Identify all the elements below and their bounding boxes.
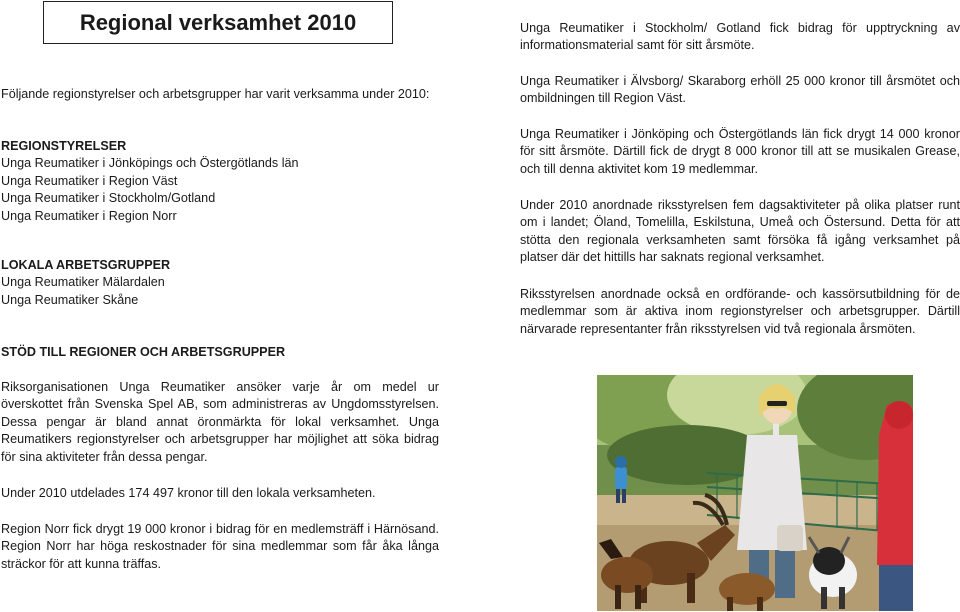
jonkoping-paragraph: Unga Reumatiker i Jönköping och Östergötlands län fick drygt 14 000 kronor för sitt årsmöte. Därtill fick de drygt 8 000 kronor till att se musikalen Grease, och till denna aktivitet kom 19 medlemmar. [520, 127, 960, 176]
photo-goats-park [597, 375, 913, 611]
stockholm-paragraph: Unga Reumatiker i Stockholm/ Gotland fick bidrag för upptryckning av informationsmaterial samt för sitt årsmöte. [520, 21, 960, 53]
regionstyrelse-item: Unga Reumatiker i Jönköpings och Östergötlands län [1, 156, 299, 171]
regionstyrelser-heading: REGIONSTYRELSER [1, 139, 127, 153]
arbetsgrupper-heading: LOKALA ARBETSGRUPPER [1, 258, 171, 272]
region-norr-paragraph: Region Norr fick drygt 19 000 kronor i bidrag för en medlemsträff i Härnösand. Region Norr har höga reskostnader för sina medlemmar som får åka långa sträckor för att kunna träffas. [1, 522, 439, 571]
page-title: Regional verksamhet 2010 [43, 1, 393, 44]
stod-heading: STÖD TILL REGIONER OCH ARBETSGRUPPER [1, 345, 286, 359]
utdelades-paragraph: Under 2010 utdelades 174 497 kronor till den lokala verksamheten. [1, 486, 376, 500]
intro-paragraph: Följande regionstyrelser och arbetsgrupper har varit verksamma under 2010: [1, 87, 430, 101]
arbetsgrupp-item: Unga Reumatiker Mälardalen [1, 275, 165, 290]
alvsborg-paragraph: Unga Reumatiker i Älvsborg/ Skaraborg erhöll 25 000 kronor till årsmötet och ombildningen till Region Väst. [520, 74, 960, 106]
arbetsgrupp-item: Unga Reumatiker Skåne [1, 292, 139, 307]
regionstyrelser-section [1, 138, 439, 225]
stod-paragraph: Riksorganisationen Unga Reumatiker ansöker varje år om medel ur överskottet från Svenska Spel AB, som administreras av Ungdomsstyrelsen. Dessa pengar är bland annat öronmärkta för lokal verksamhet. Unga Reumatikers regionstyrelser och arbetsgrupper har möjlighet att söka bidrag för sina aktiviteter från dessa pengar. [1, 380, 439, 464]
dagsaktiviteter-paragraph: Under 2010 anordnade riksstyrelsen fem dagsaktiviteter på olika platser runt om i landet; Öland, Tomelilla, Eskilstuna, Umeå och Östersund. Detta för att stötta den regionala verksamheten samt försöka få igång verksamhet på platser där det hittills har saknats regional verksamhet. [520, 198, 960, 265]
utbildning-paragraph: Riksstyrelsen anordnade också en ordförande- och kassörsutbildning för de medlemmar som är aktiva inom regionstyrelser och arbetsgrupper. Därtill närvarade representanter från riksstyrelsen vid två regionala årsmöten. [520, 287, 960, 336]
regionstyrelse-item: Unga Reumatiker i Region Väst [1, 173, 178, 188]
arbetsgrupper-section [1, 257, 439, 309]
regionstyrelse-item: Unga Reumatiker i Region Norr [1, 208, 177, 223]
regionstyrelse-item: Unga Reumatiker i Stockholm/Gotland [1, 191, 216, 206]
